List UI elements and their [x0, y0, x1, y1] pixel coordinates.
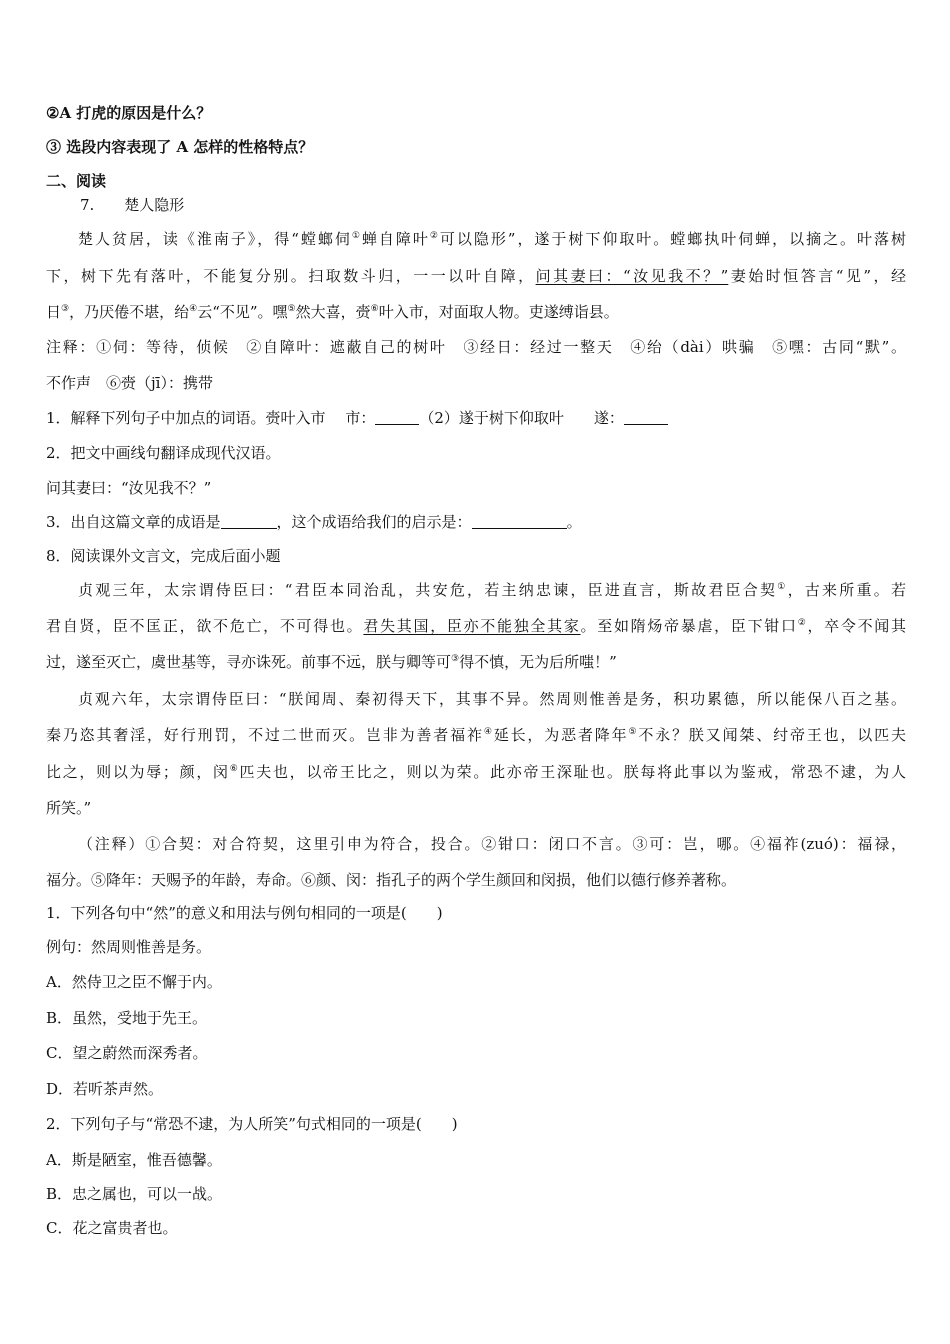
passage-8-para-2-line-1: 贞观六年，太宗谓侍臣曰：“朕闻周、秦初得天下，其事不异。然周则惟善是务，积功累德，所以能保八百之基。 [78, 690, 906, 708]
passage-7-question-3: 3．出自这篇文章的成语是 ，这个成语给我们的启示是： 。 [46, 513, 582, 531]
passage-7-question-2-sentence: 问其妻曰：“汝见我不？” [46, 479, 212, 497]
question-a-reason: ②A 打虎的原因是什么？ [46, 104, 212, 122]
underlined-sentence: 问其妻曰：“汝见我不？” [535, 267, 729, 285]
option-a[interactable]: A．然侍卫之臣不懈于内。 [46, 973, 222, 991]
passage-7-line-1: 楚人贫居，读《淮南子》，得“螳螂伺①蝉自障叶②可以隐形”，遂于树下仰取叶。螳螂执叶伺蝉，以摘之。叶落树 [78, 230, 906, 248]
answer-blank[interactable] [221, 514, 277, 529]
option-b[interactable]: B．忠之属也，可以一战。 [46, 1185, 223, 1203]
passage-8-para-1-line-3: 过，遂至灭亡，虞世基等，寻亦诛死。前事不远，朕与卿等可③得不慎，无为后所嗤！” [46, 653, 617, 671]
option-c[interactable]: C．花之富贵者也。 [46, 1219, 178, 1237]
passage-7-line-3: 日③，乃厌倦不堪，绐④云“不见”。嘿⑤然大喜，赍⑥叶入市，对面取人物。吏遂缚诣县。 [46, 303, 619, 321]
passage-7-line-2: 下，树下先有落叶，不能复分别。扫取数斗归，一一以叶自障，问其妻曰：“汝见我不？”妻始时恒答言“见”，经 [46, 267, 906, 285]
section-heading-reading: 二、阅读 [46, 172, 107, 190]
passage-7-notes-1: 注释：①伺：等待，侦候 ②自障叶：遮蔽自己的树叶 ③经日：经过一整天 ④绐（dài）哄骗 ⑤嘿：古同“默”。 [46, 338, 906, 356]
answer-blank[interactable] [624, 410, 668, 425]
passage-8-para-1-line-2: 君自贤，臣不匡正，欲不危亡，不可得也。君失其国，臣亦不能独全其家。至如隋炀帝暴虐，臣下钳口②，卒令不闻其 [46, 617, 906, 635]
option-d[interactable]: D．若听茶声然。 [46, 1080, 164, 1098]
passage-8-para-1-line-1: 贞观三年，太宗谓侍臣曰：“君臣本同治乱，共安危，若主纳忠谏，臣进直言，斯故君臣合契①，古来所重。若 [78, 581, 906, 599]
passage-7-notes-2: 不作声 ⑥赍（jī）：携带 [46, 374, 213, 392]
passage-7-question-2: 2．把文中画线句翻译成现代汉语。 [46, 444, 281, 462]
passage-7-title: 7. 楚人隐形 [80, 196, 185, 214]
question-a-character: ③ 选段内容表现了 A 怎样的性格特点？ [46, 138, 314, 156]
underlined-sentence: 君失其国，臣亦不能独全其家 [363, 617, 581, 635]
passage-7-question-1: 1．解释下列句子中加点的词语。赍叶入市 市： （2）遂于树下仰取叶 遂： [46, 408, 906, 428]
answer-blank[interactable] [472, 514, 567, 529]
passage-8-title: 8．阅读课外文言文，完成后面小题 [46, 547, 281, 565]
passage-8-para-2-line-4: 所笑。” [46, 799, 92, 817]
passage-8-para-2-line-3: 比之，则以为辱；颜，闵⑥匹夫也，以帝王比之，则以为荣。此亦帝王深耻也。朕每将此事以为鉴戒，常恐不逮，为人 [46, 763, 906, 781]
passage-8-question-1: 1．下列各句中“然”的意义和用法与例句相同的一项是( ) [46, 904, 443, 922]
option-c[interactable]: C．望之蔚然而深秀者。 [46, 1044, 208, 1062]
option-a[interactable]: A．斯是陋室，惟吾德馨。 [46, 1151, 222, 1169]
option-b[interactable]: B．虽然，受地于先王。 [46, 1009, 208, 1027]
passage-8-para-2-line-2: 秦乃恣其奢淫，好行刑罚，不过二世而灭。岂非为善者福祚④延长，为恶者降年⑤不永？朕又闻桀、纣帝王也，以匹夫 [46, 726, 906, 744]
passage-8-question-1-example: 例句：然周则惟善是务。 [46, 938, 212, 956]
passage-8-notes-2: 福分。⑤降年：天赐予的年龄，寿命。⑥颜、闵：指孔子的两个学生颜回和闵损，他们以德行修养著称。 [46, 871, 737, 889]
answer-blank[interactable] [375, 410, 419, 425]
passage-8-notes-1: （注释）①合契：对合符契，这里引申为符合，投合。②钳口：闭口不言。③可：岂，哪。④福祚(zuó)：福禄， [78, 835, 906, 853]
passage-8-question-2: 2．下列句子与“常恐不逮，为人所笑”句式相同的一项是( ) [46, 1115, 458, 1133]
